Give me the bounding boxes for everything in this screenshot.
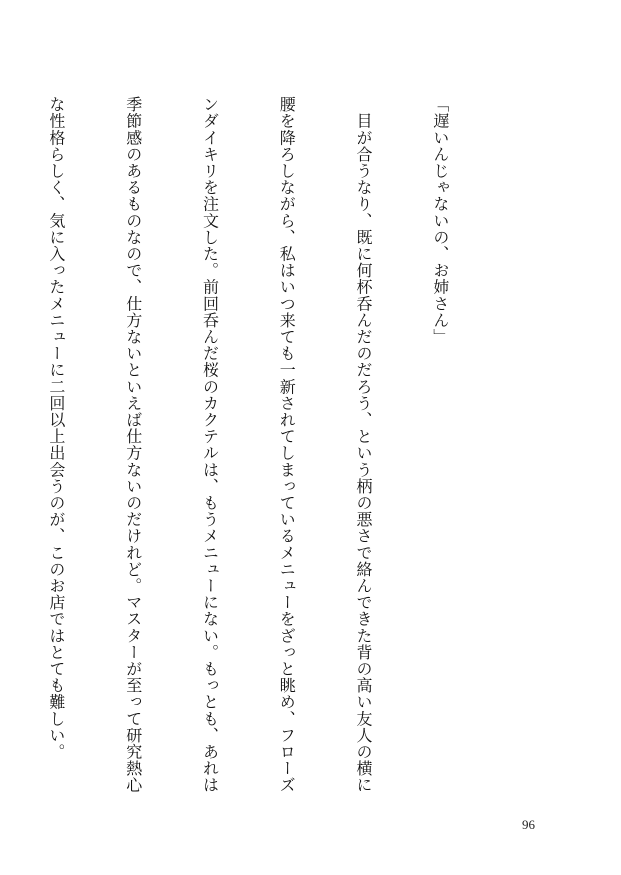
vertical-text-block <box>46 96 504 794</box>
text-line: ンダイキリを注文した。前回呑んだ桜のカクテルは、もうメニューにない。もっとも、あれは <box>200 96 220 794</box>
page-number: 96 <box>522 817 535 832</box>
text-line: 季節感のあるものなので、仕方ないといえば仕方ないのだけれど。マスターが至って研究熱心 <box>123 96 143 794</box>
text-line: 腰を降ろしながら、私はいつ来ても一新されてしまっているメニューをざっと眺め、フローズ <box>277 96 297 794</box>
text-line: 目が合うなり、既に何杯呑んだのだろう、という柄の悪さで絡んできた背の高い友人の横に <box>354 96 374 794</box>
text-line: 「遅いんじゃないの、お姉さん」 <box>430 96 450 345</box>
text-line: な性格らしく、気に入ったメニューに二回以上出会うのが、このお店ではとても難しい。 <box>46 96 66 760</box>
